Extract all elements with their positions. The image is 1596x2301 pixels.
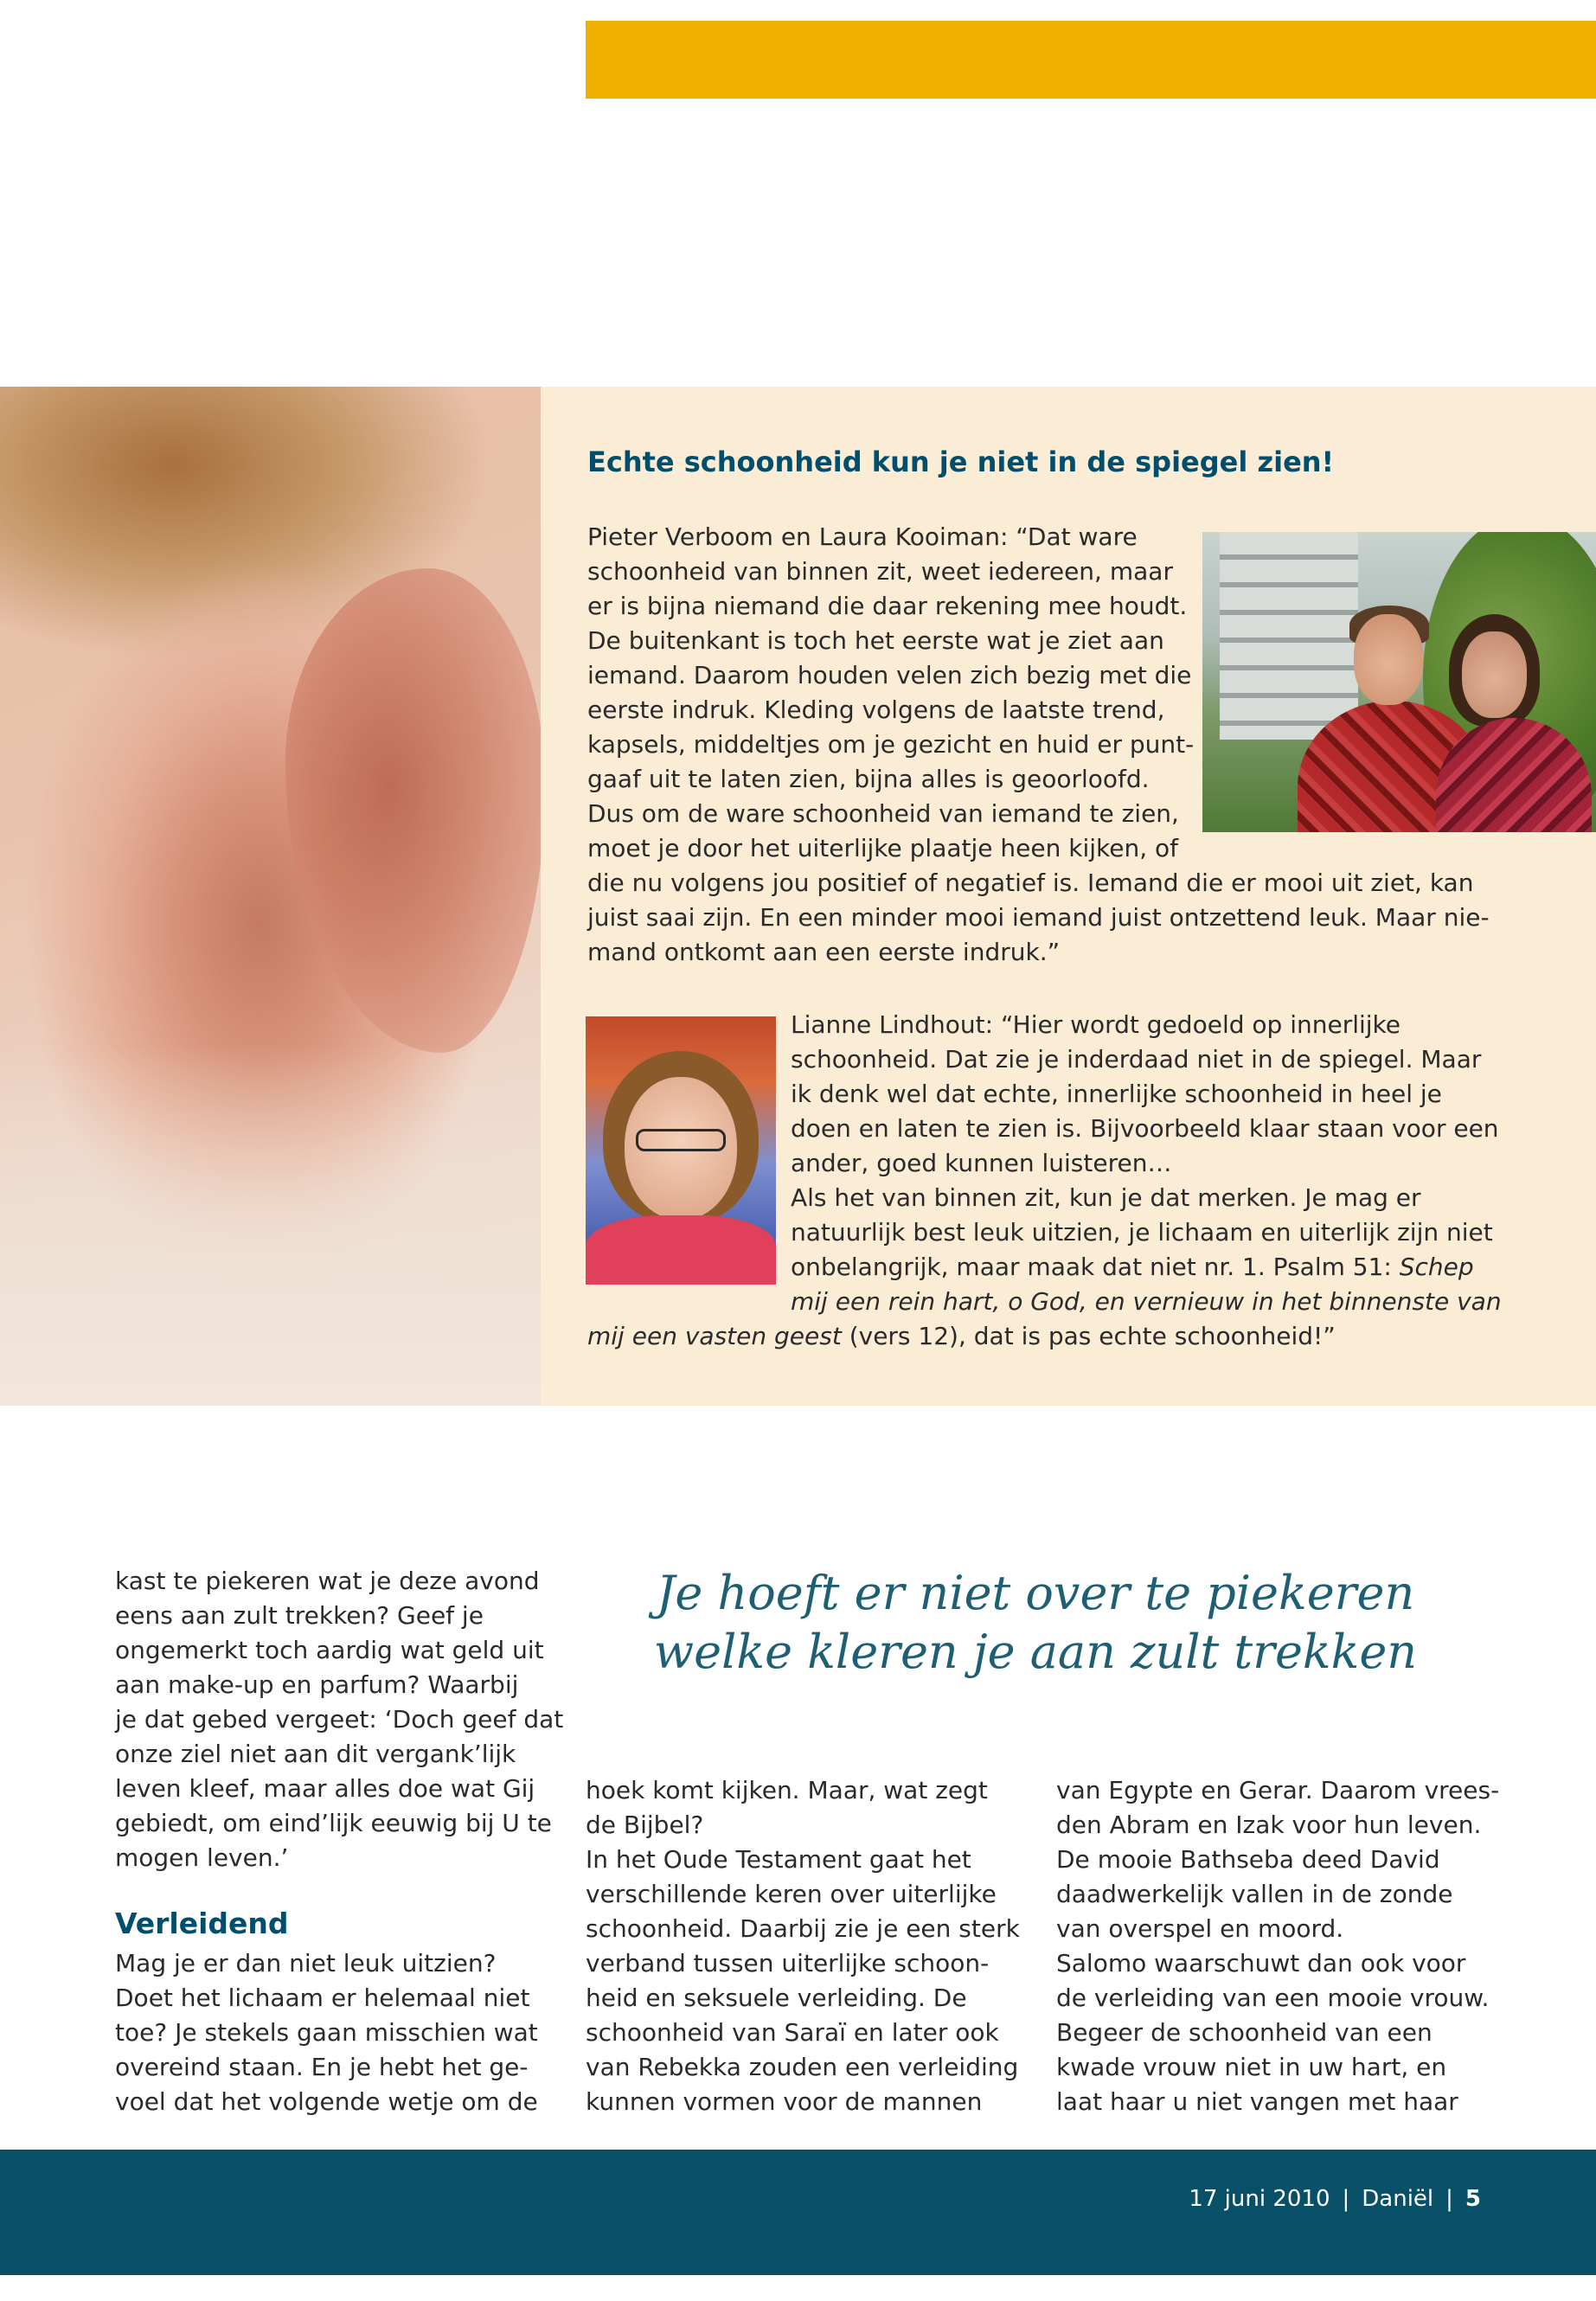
- column1-line: voel dat het volgende wetje om de: [115, 2087, 538, 2116]
- pieter-text-line: De buitenkant is toch het eerste wat je ziet aan: [587, 626, 1164, 655]
- header-accent-bar: [586, 21, 1596, 99]
- column3-line: den Abram en Izak voor hun leven.: [1056, 1811, 1482, 1839]
- lianne-text-line: [587, 1319, 1336, 1354]
- column1-line: mogen leven.’: [115, 1843, 289, 1872]
- lianne-text-line: [791, 1285, 1502, 1319]
- pieter-text-line: Dus om de ware schoonheid van iemand te zien,: [587, 799, 1179, 828]
- pieter-text-line: juist saai zijn. En een minder mooi iemand juist ontzettend leuk. Maar nie-: [587, 903, 1490, 932]
- column2-line: van Rebekka zouden een verleiding: [586, 2053, 1019, 2081]
- pieter-text-line: die nu volgens jou positief of negatief is. Iemand die er mooi uit ziet, kan: [587, 868, 1474, 897]
- column1-line: ongemerkt toch aardig wat geld uit: [115, 1636, 544, 1664]
- footer-publication: Daniël: [1362, 2186, 1434, 2212]
- ear-closeup-photo: [0, 387, 541, 1406]
- pieter-text-line: schoonheid van binnen zit, weet iedereen, maar: [587, 557, 1173, 586]
- lianne-text-line: schoonheid. Dat zie je inderdaad niet in de spiegel. Maar: [791, 1045, 1482, 1074]
- column3-line: van overspel en moord.: [1056, 1914, 1344, 1943]
- column1-line: kast te piekeren wat je deze avond: [115, 1567, 540, 1595]
- column2-line: schoonheid. Daarbij zie je een sterk: [586, 1914, 1020, 1943]
- pieter-text-line: gaaf uit te laten zien, bijna alles is geoorloofd.: [587, 765, 1150, 793]
- column1-line: je dat gebed vergeet: ‘Doch geef dat: [115, 1705, 564, 1734]
- lianne-shirt: [586, 1215, 776, 1285]
- column2-line: de Bijbel?: [586, 1811, 704, 1839]
- footer-date: 17 juni 2010: [1189, 2186, 1330, 2212]
- lianne-text-line: ander, goed kunnen luisteren…: [791, 1149, 1172, 1177]
- page-number: 5: [1465, 2186, 1481, 2212]
- box-title: Echte schoonheid kun je niet in de spiegel zien!: [587, 445, 1335, 478]
- lianne-text-line: Lianne Lindhout: “Hier wordt gedoeld op innerlijke: [791, 1010, 1401, 1039]
- lianne-text-line: [791, 1250, 1474, 1285]
- column1-line: eens aan zult trekken? Geef je: [115, 1601, 484, 1630]
- footer-band: [0, 2150, 1596, 2275]
- pieter-text-line: moet je door het uiterlijke plaatje heen kijken, of: [587, 834, 1178, 862]
- column3-line: De mooie Bathseba deed David: [1056, 1845, 1440, 1874]
- neck-shade: [0, 1044, 541, 1406]
- footer-separator: |: [1342, 2186, 1350, 2212]
- lianne-text-line: ik denk wel dat echte, innerlijke schoonheid in heel je: [791, 1080, 1442, 1108]
- column1-line: Mag je er dan niet leuk uitzien?: [115, 1949, 497, 1977]
- column2-line: verschillende keren over uiterlijke: [586, 1880, 997, 1908]
- column1-line: toe? Je stekels gaan misschien wat: [115, 2018, 538, 2047]
- lianne-photo: [586, 1016, 776, 1285]
- psalm-quote: mij een vasten geest: [587, 1322, 842, 1350]
- lianne-text-line: natuurlijk best leuk uitzien, je lichaam en uiterlijk zijn niet: [791, 1218, 1493, 1247]
- pieter-text-line: kapsels, middeltjes om je gezicht en huid er punt-: [587, 730, 1195, 759]
- couple-photo: [1202, 532, 1596, 832]
- column2-line: hoek komt kijken. Maar, wat zegt: [586, 1776, 988, 1804]
- woman-face: [1462, 631, 1527, 718]
- column1-line: leven kleef, maar alles doe wat Gij: [115, 1774, 535, 1803]
- glasses-icon: [636, 1129, 726, 1151]
- pieter-text-line: Pieter Verboom en Laura Kooiman: “Dat ware: [587, 522, 1138, 551]
- column2-line: heid en seksuele verleiding. De: [586, 1984, 967, 2012]
- column1-line: aan make-up en parfum? Waarbij: [115, 1670, 519, 1699]
- column2-line: verband tussen uiterlijke schoon-: [586, 1949, 990, 1977]
- apartment-building: [1220, 532, 1358, 740]
- column1-line: Doet het lichaam er helemaal niet: [115, 1984, 530, 2012]
- psalm-quote: mij een rein hart, o God, en vernieuw in het binnenste van: [791, 1287, 1502, 1316]
- pieter-text-line: mand ontkomt aan een eerste indruk.”: [587, 938, 1061, 966]
- column3-line: de verleiding van een mooie vrouw.: [1056, 1984, 1490, 2012]
- column3-line: daadwerkelijk vallen in de zonde: [1056, 1880, 1453, 1908]
- lianne-text-line: Als het van binnen zit, kun je dat merken. Je mag er: [791, 1183, 1421, 1212]
- lianne-line-plain: onbelangrijk, maar maak dat niet nr. 1. Psalm 51:: [791, 1253, 1400, 1281]
- column2-line: kunnen vormen voor de mannen: [586, 2087, 983, 2116]
- footer-info: [1189, 2186, 1481, 2212]
- man-face: [1354, 614, 1423, 705]
- section-heading-verleidend: Verleidend: [115, 1907, 289, 1940]
- column1-line: overeind staan. En je hebt het ge-: [115, 2053, 529, 2081]
- column3-italic-line: Begeer de schoonheid van een: [1056, 2018, 1433, 2047]
- column3-italic-line: kwade vrouw niet in uw hart, en: [1056, 2053, 1447, 2081]
- column2-line: In het Oude Testament gaat het: [586, 1845, 971, 1874]
- lianne-text-line: doen en laten te zien is. Bijvoorbeeld klaar staan voor een: [791, 1114, 1499, 1143]
- lianne-line-plain: (vers 12), dat is pas echte schoonheid!”: [841, 1322, 1336, 1350]
- ear-shape: [285, 568, 541, 1053]
- psalm-quote: Schep: [1399, 1253, 1474, 1281]
- column1-line: onze ziel niet aan dit vergank’lijk: [115, 1740, 516, 1768]
- column3-italic-line: laat haar u niet vangen met haar: [1056, 2087, 1458, 2116]
- pieter-text-line: er is bijna niemand die daar rekening mee houdt.: [587, 592, 1188, 620]
- column1-line: gebiedt, om eind’lijk eeuwig bij U te: [115, 1809, 552, 1837]
- column3-line: Salomo waarschuwt dan ook voor: [1056, 1949, 1466, 1977]
- footer-separator: |: [1445, 2186, 1453, 2212]
- pull-quote-line: Je hoeft er niet over te piekeren: [656, 1566, 1415, 1620]
- pieter-text-line: iemand. Daarom houden velen zich bezig met die: [587, 661, 1192, 689]
- column3-line: van Egypte en Gerar. Daarom vrees-: [1056, 1776, 1500, 1804]
- pieter-text-line: eerste indruk. Kleding volgens de laatste trend,: [587, 695, 1165, 724]
- column2-line: schoonheid van Saraï en later ook: [586, 2018, 999, 2047]
- pull-quote-line: welke kleren je aan zult trekken: [653, 1625, 1418, 1679]
